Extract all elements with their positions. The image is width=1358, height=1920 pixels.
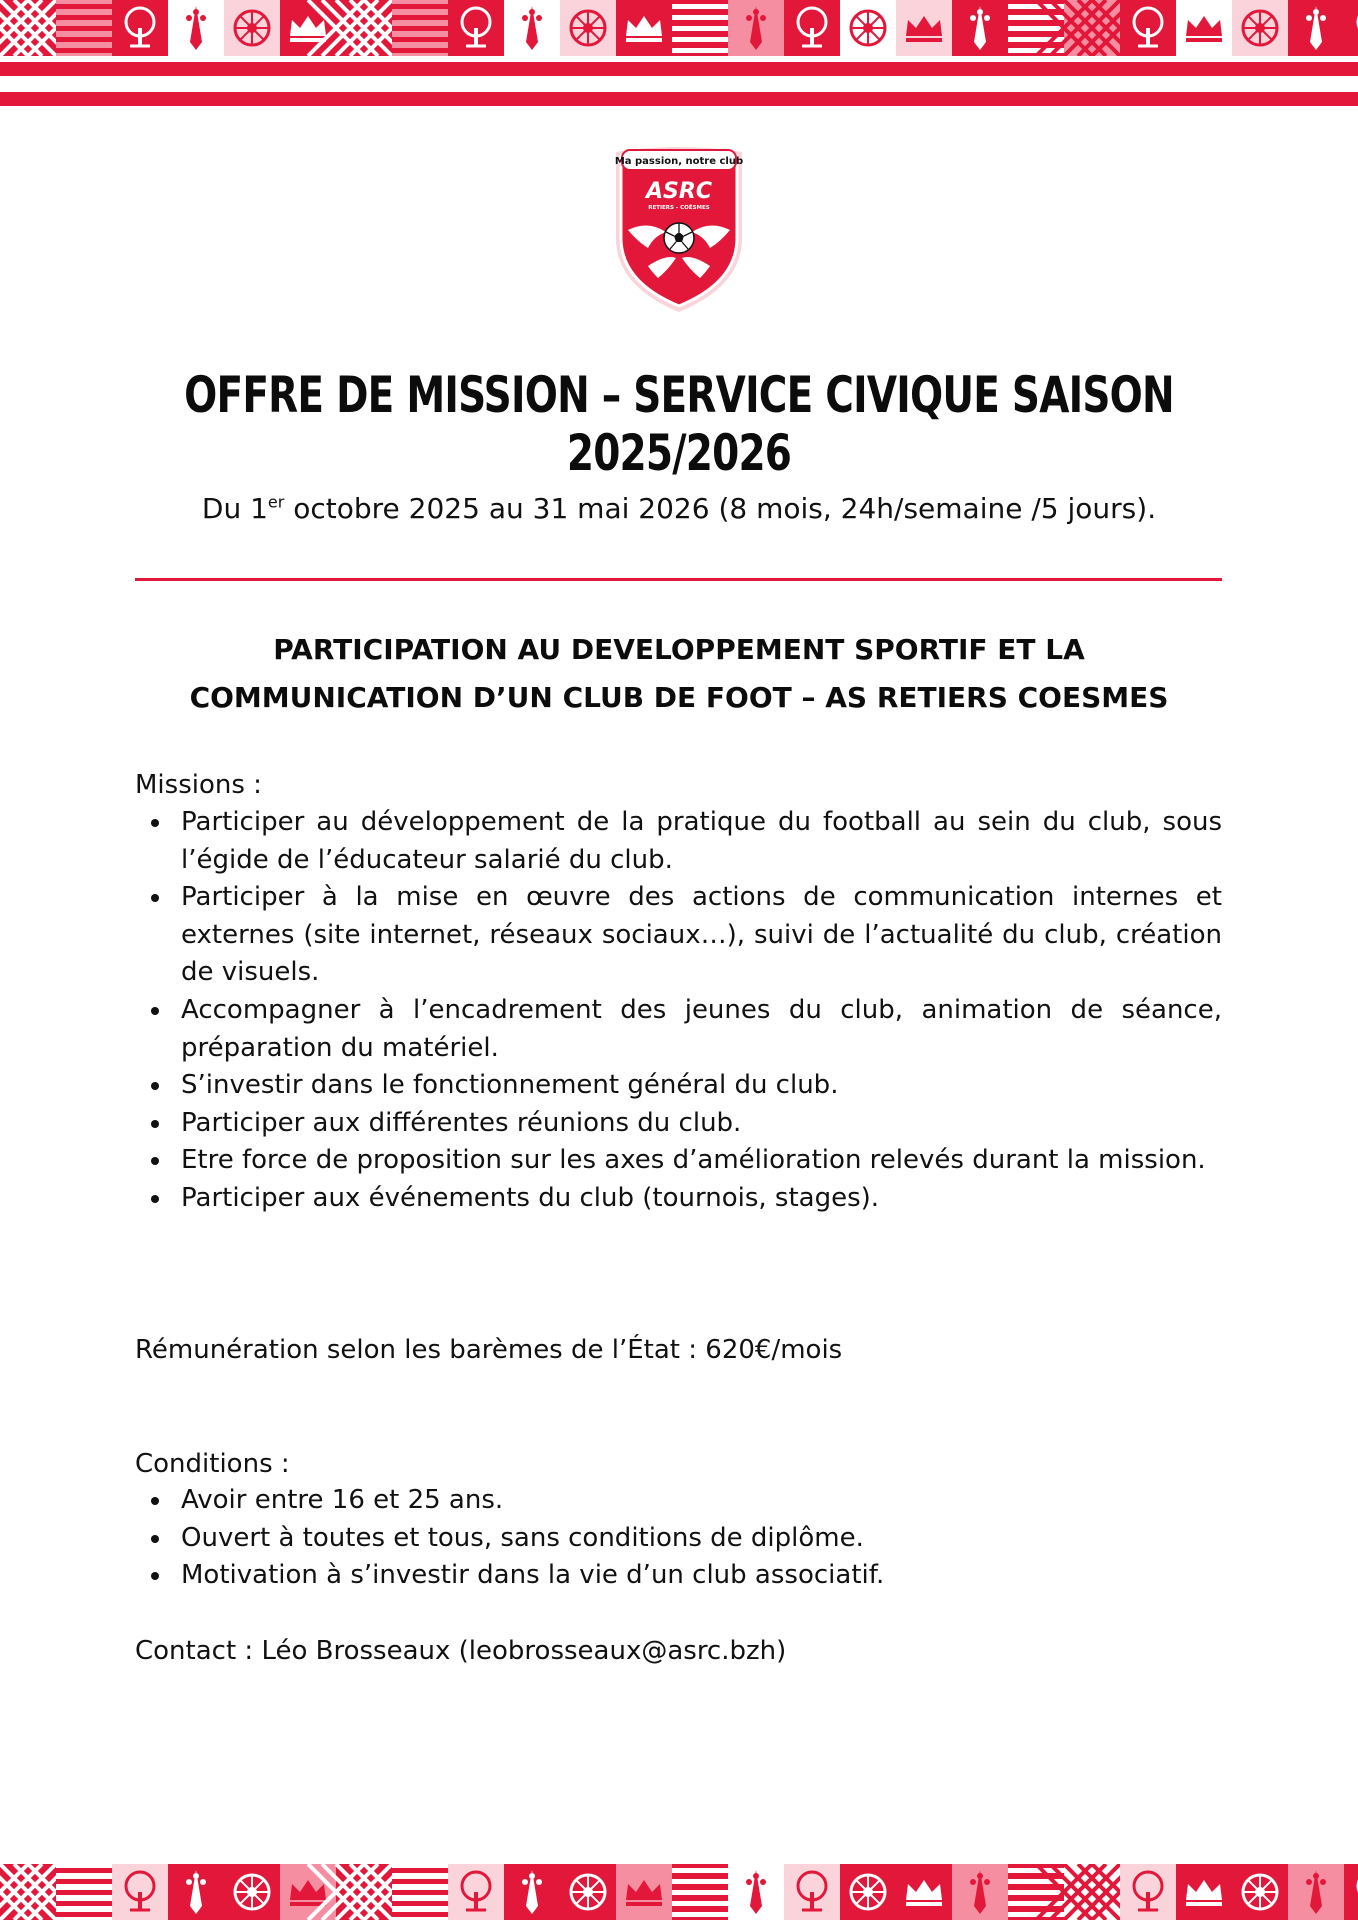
- bullet-icon: [151, 1157, 159, 1165]
- list-item: [181, 1180, 1222, 1218]
- list-item: [181, 879, 1222, 992]
- bullet-icon: [151, 1007, 159, 1015]
- wheel-tile-icon: [1232, 0, 1288, 56]
- bullet-icon: [151, 894, 159, 902]
- crown-tile-icon: [1176, 1864, 1232, 1920]
- bullet-icon: [151, 1120, 159, 1128]
- stripes-tile-icon: [672, 1864, 728, 1920]
- mission-text: Participer aux événements du club (tournois, stages).: [181, 1182, 880, 1213]
- conditions-list: [135, 1482, 1222, 1595]
- mission-text: Accompagner à l’encadrement des jeunes du club, animation de séance, préparation du matériel.: [181, 994, 1222, 1063]
- tree-tile-icon: [784, 1864, 840, 1920]
- list-item: [181, 804, 1222, 879]
- stripes-tile-icon: [392, 0, 448, 56]
- bottom-pattern-band: [0, 1864, 1358, 1920]
- wheel-tile-icon: [560, 0, 616, 56]
- tree-tile-icon: [1120, 1864, 1176, 1920]
- tree-tile-icon: [112, 0, 168, 56]
- ermine-tile-icon: [168, 0, 224, 56]
- ermine-tile-icon: [504, 0, 560, 56]
- top-pattern-band: [0, 0, 1358, 56]
- ermine-tile-icon: [1288, 1864, 1344, 1920]
- wheel-tile-icon: [1232, 1864, 1288, 1920]
- wheel-tile-icon: [560, 1864, 616, 1920]
- list-item: [181, 1482, 1222, 1520]
- crown-tile-icon: [1176, 0, 1232, 56]
- dates-prefix: Du 1: [201, 492, 268, 525]
- list-item: [181, 992, 1222, 1067]
- condition-text: Ouvert à toutes et tous, sans conditions de diplôme.: [181, 1522, 864, 1553]
- wheel-tile-icon: [224, 1864, 280, 1920]
- conditions-heading: Conditions :: [135, 1449, 290, 1479]
- stripes-tile-icon: [56, 1864, 112, 1920]
- remuneration-text: Rémunération selon les barèmes de l’État : 620€/mois: [135, 1335, 843, 1365]
- mission-text: Participer au développement de la pratique du football au sein du club, sous l’égide de l’éducateur salarié du club.: [181, 807, 1222, 875]
- subtitle-line-2: COMMUNICATION D’UN CLUB DE FOOT – AS RETIERS COESMES: [189, 681, 1169, 714]
- tree-tile-icon: [784, 0, 840, 56]
- list-item: [181, 1142, 1222, 1180]
- mission-dates: [0, 492, 1358, 525]
- logo-subname: RETIERS - COËSMES: [648, 205, 710, 211]
- mission-text: Participer à la mise en œuvre des actions de communication internes et externes (site internet, réseaux sociaux…), suivi de l’actualité du club, création de visuels.: [181, 882, 1222, 988]
- tree-tile-icon: [1120, 0, 1176, 56]
- stripes-tile-icon: [392, 1864, 448, 1920]
- condition-text: Avoir entre 16 et 25 ans.: [181, 1485, 504, 1515]
- soccer-ball-icon: [664, 223, 694, 253]
- club-logo: [608, 146, 750, 316]
- top-red-stripe: [0, 62, 1358, 76]
- bullet-icon: [151, 819, 159, 827]
- list-item: [181, 1067, 1222, 1105]
- missions-heading: Missions :: [135, 770, 262, 800]
- tree-tile-icon: [1344, 1864, 1358, 1920]
- tree-tile-icon: [448, 1864, 504, 1920]
- subtitle-line-1: PARTICIPATION AU DEVELOPPEMENT SPORTIF ET LA: [273, 633, 1085, 666]
- mission-subtitle: [120, 626, 1238, 722]
- top-red-stripe-2: [0, 92, 1358, 106]
- mission-text: Etre force de proposition sur les axes d’amélioration relevés durant la mission.: [181, 1145, 1206, 1176]
- ermine-tile-icon: [952, 0, 1008, 56]
- page-title: OFFRE DE MISSION – SERVICE CIVIQUE SAISON 2025/2026: [184, 366, 1174, 482]
- missions-list: [135, 804, 1222, 1218]
- ermine-tile-icon: [728, 1864, 784, 1920]
- bullet-icon: [151, 1082, 159, 1090]
- logo-name: ASRC: [646, 179, 712, 204]
- mission-text: S’investir dans le fonctionnement général du club.: [181, 1070, 839, 1101]
- bullet-icon: [151, 1535, 159, 1543]
- crown-tile-icon: [616, 0, 672, 56]
- ermine-tile-icon: [168, 1864, 224, 1920]
- stripes-tile-icon: [56, 0, 112, 56]
- bullet-icon: [151, 1195, 159, 1203]
- ermine-tile-icon: [504, 1864, 560, 1920]
- ermine-tile-icon: [1288, 0, 1344, 56]
- list-item: [181, 1105, 1222, 1143]
- wheel-tile-icon: [840, 1864, 896, 1920]
- crown-tile-icon: [896, 0, 952, 56]
- section-divider: [135, 578, 1222, 581]
- contact-line: Contact : Léo Brosseaux (leobrosseaux@asrc.bzh): [135, 1636, 787, 1666]
- ermine-tile-icon: [728, 0, 784, 56]
- list-item: [181, 1520, 1222, 1558]
- tree-tile-icon: [112, 1864, 168, 1920]
- condition-text: Motivation à s’investir dans la vie d’un club associatif.: [181, 1560, 885, 1591]
- bullet-icon: [151, 1497, 159, 1505]
- list-item: [181, 1557, 1222, 1595]
- crown-tile-icon: [616, 1864, 672, 1920]
- ermine-tile-icon: [952, 1864, 1008, 1920]
- mission-text: Participer aux différentes réunions du club.: [181, 1107, 742, 1138]
- wheel-tile-icon: [224, 0, 280, 56]
- tree-tile-icon: [448, 0, 504, 56]
- crown-tile-icon: [896, 1864, 952, 1920]
- tree-tile-icon: [1344, 0, 1358, 56]
- logo-tagline: Ma passion, notre club: [614, 156, 744, 167]
- wheel-tile-icon: [840, 0, 896, 56]
- dates-superscript: er: [267, 492, 285, 512]
- stripes-tile-icon: [672, 0, 728, 56]
- bullet-icon: [151, 1572, 159, 1580]
- dates-rest: octobre 2025 au 31 mai 2026 (8 mois, 24h/semaine /5 jours).: [284, 492, 1157, 525]
